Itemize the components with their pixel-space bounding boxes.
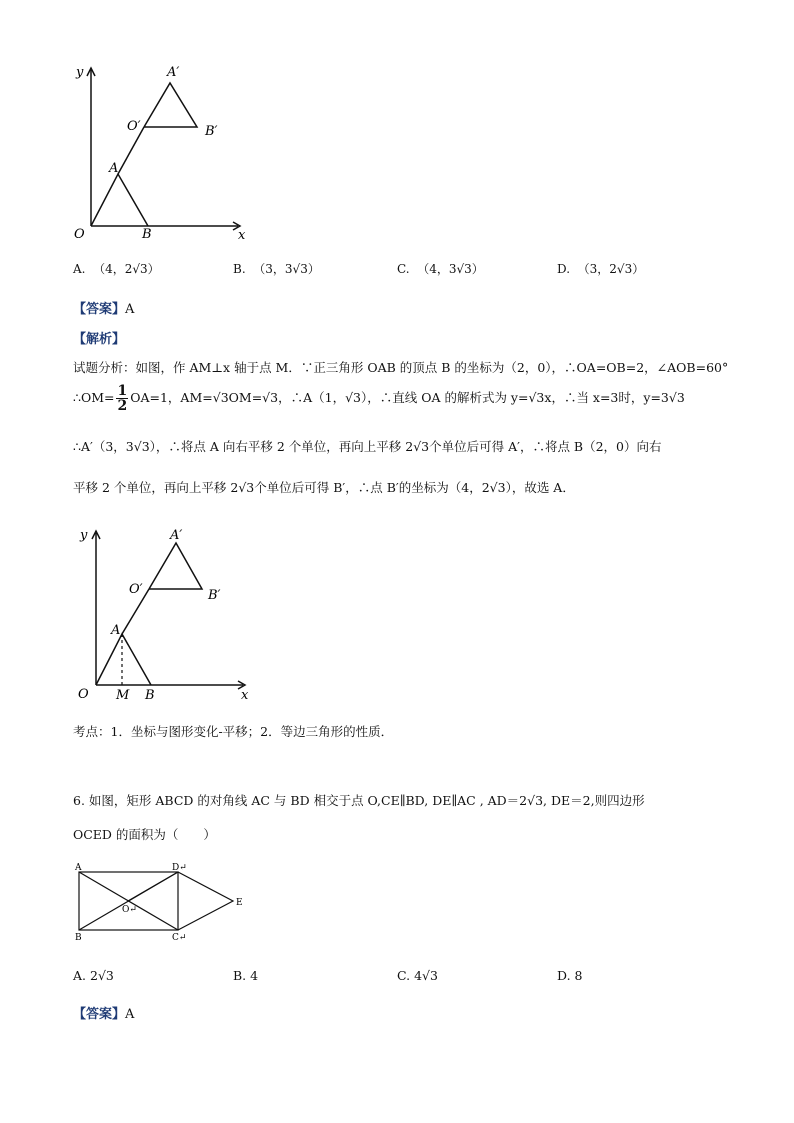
fraction-one-half: $\frac{1}{2}$ <box>117 383 128 414</box>
point-b-label: B <box>142 227 152 242</box>
label-b: B <box>75 933 82 943</box>
analysis-line-4: 平移 2 个单位，再向上平移 2√3个单位后可得 B′，∴点 B′的坐标为（4，2√3），故选 A． <box>73 480 575 495</box>
q6-option-c: C. 4√3 <box>397 968 438 983</box>
figure-3-rectangle-diagram <box>65 858 255 948</box>
point-a-label: A <box>109 161 119 176</box>
point-o-prime-label: O′ <box>127 119 141 134</box>
analysis-line-2: ∴OM= $\frac{1}{2}$ OA=1，AM=√3OM=√3，∴A（1，√3），∴直线 OA 的解析式为 y=√3x，∴当 x=3时，y=3√3 <box>73 383 685 414</box>
label-e: E <box>236 898 243 908</box>
q5-option-a: A. （4，2√3） <box>73 262 160 276</box>
q6-answer: 【答案】A <box>73 1007 135 1022</box>
kaodian-line: 考点：1．坐标与图形变化-平移；2．等边三角形的性质． <box>73 724 394 739</box>
q5-option-c: C. （4，3√3） <box>397 262 484 276</box>
point-b-prime-label: B′ <box>205 124 218 139</box>
x-axis-label: x <box>241 688 249 703</box>
x-axis-label: x <box>238 228 246 243</box>
q6-option-b: B. 4 <box>233 968 259 983</box>
point-a-label: A <box>111 623 121 638</box>
label-o: O↵ <box>122 905 137 915</box>
y-axis-label: y <box>76 65 84 80</box>
label-d: D↵ <box>172 863 187 873</box>
label-a: A <box>75 863 82 873</box>
figure-1-coordinate-diagram <box>60 58 260 248</box>
q6-option-d: D. 8 <box>557 968 583 983</box>
point-m-label: M <box>116 688 130 703</box>
q5-option-b: B. （3，3√3） <box>233 262 320 276</box>
figure-2-coordinate-diagram <box>65 523 265 708</box>
q5-answer: 【答案】A <box>73 302 135 317</box>
q6-option-a: A. 2√3 <box>73 968 114 983</box>
point-a-prime-label: A′ <box>170 528 183 543</box>
label-c: C↵ <box>172 933 187 943</box>
point-a-prime-label: A′ <box>167 65 180 80</box>
origin-label: O <box>74 227 85 242</box>
origin-label: O <box>78 687 89 702</box>
question-6-line-1: 6. 如图，矩形 ABCD 的对角线 AC 与 BD 相交于点 O,CE∥BD, DE∥AC , AD＝2√3, DE＝2,则四边形 <box>73 793 645 808</box>
y-axis-label: y <box>80 528 88 543</box>
analysis-line-3: ∴A′（3，3√3），∴将点 A 向右平移 2 个单位，再向上平移 2√3个单位后可得 A′，∴将点 B（2，0）向右 <box>73 439 662 454</box>
question-6-line-2: OCED 的面积为（ ） <box>73 827 216 842</box>
analysis-line-1: 试题分析：如图，作 AM⊥x 轴于点 M．∵正三角形 OAB 的顶点 B 的坐标为（2，0），∴OA=OB=2，∠AOB=60° <box>73 360 729 375</box>
analysis-heading: 【解析】 <box>73 332 126 347</box>
point-b-label: B <box>145 688 155 703</box>
point-o-prime-label: O′ <box>129 582 143 597</box>
point-b-prime-label: B′ <box>208 588 221 603</box>
q5-option-d: D. （3，2√3） <box>557 262 645 276</box>
